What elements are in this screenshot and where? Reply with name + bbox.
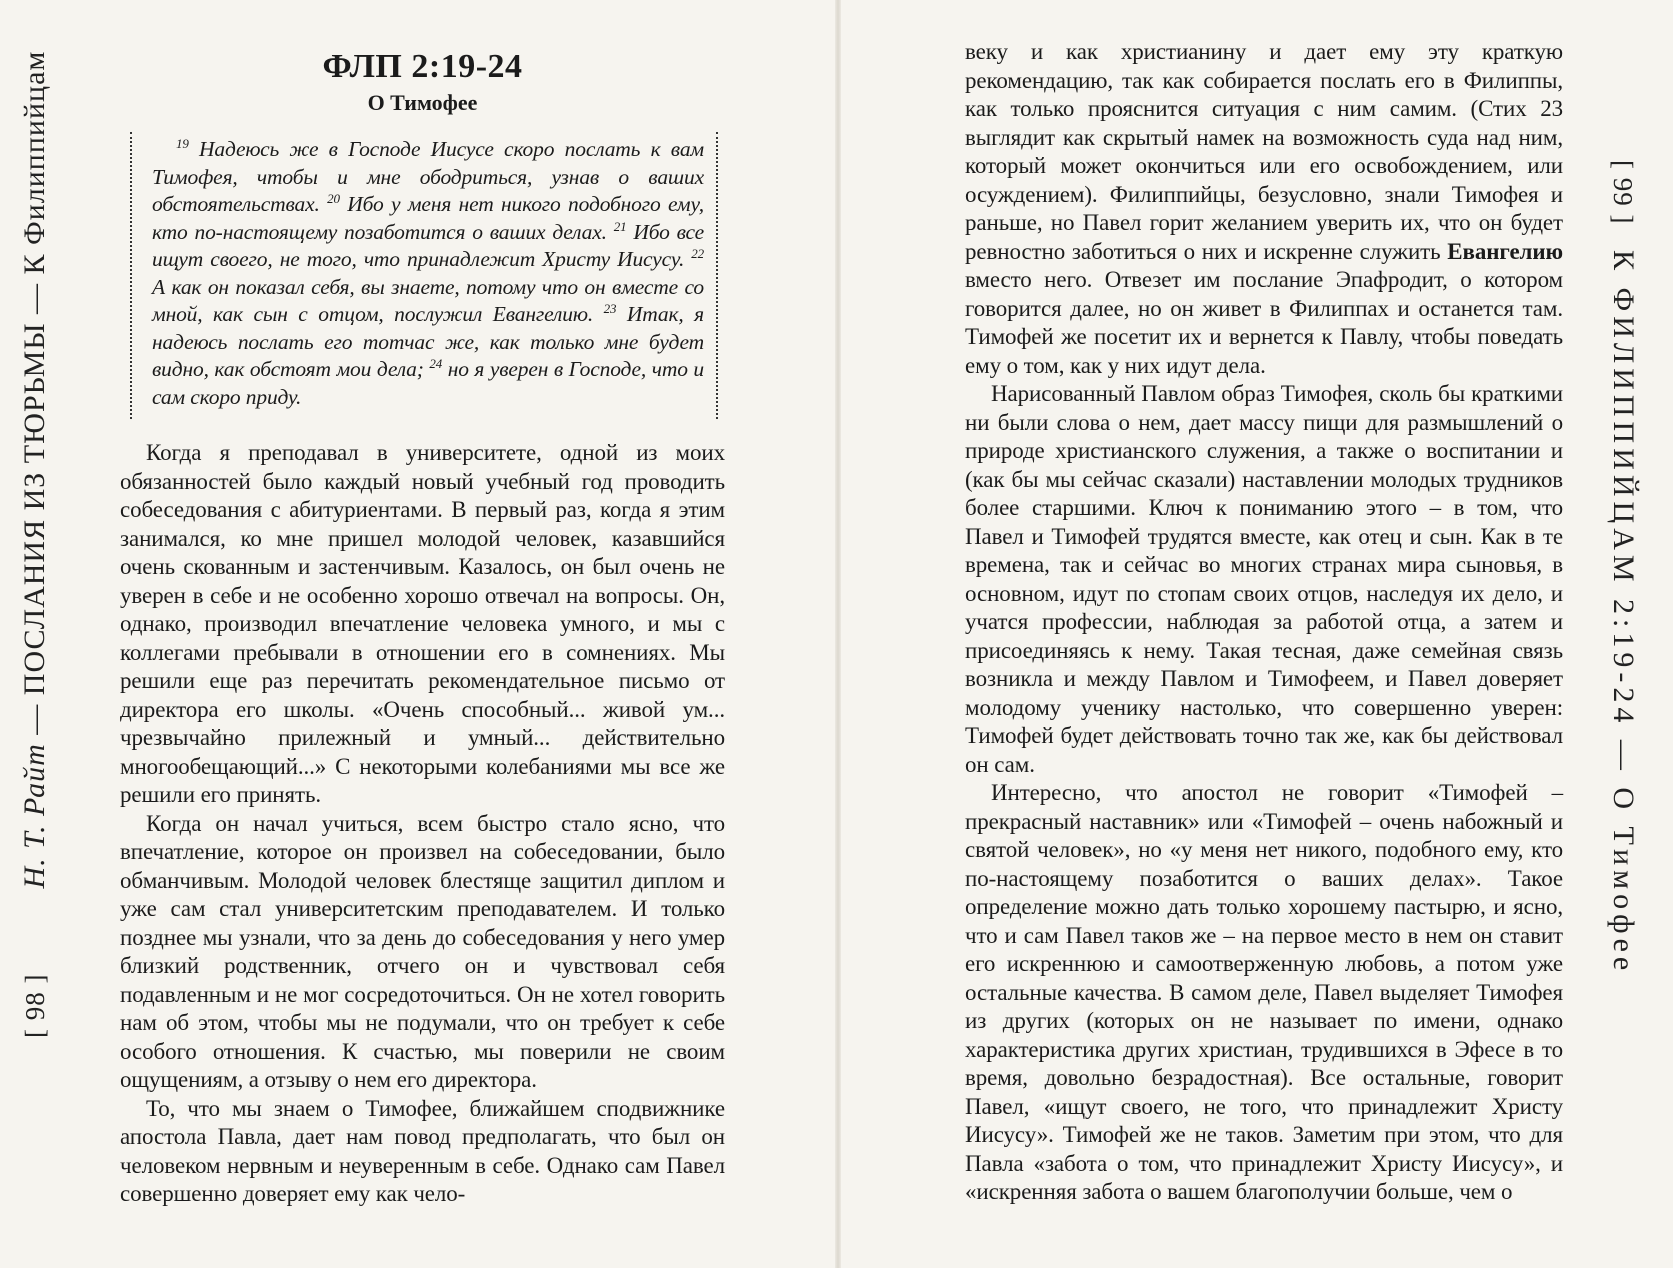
verse-number: 19 <box>176 135 189 151</box>
paragraph: Когда я преподавал в университете, одной из моих обязанностей было каждый новый учебный год проводить собеседования с абитуриентами. В первый раз, когда я этим занимался, ко мне пришел молодой человек, казавшийся очень скованным и застенчивым. Казалось, он был очень не уверен в себе и не особенно хорошо отвечал на вопросы. Он, однако, производил впечатление человека умного, и мы с коллегами пребывали в отношении его в сомнениях. Мы решили еще раз перечитать рекомендательное письмо от директора его школы. «Очень способный... живой ум... чрезвычайно прилежный и умный... действительно многообещающий...» С некоторыми колебаниями мы все же решили его принять. <box>120 440 725 807</box>
verse-text: Надеюсь же в Господе Иисусе скоро послать к вам Тимофея, чтобы и мне ободриться, узнав о ваших обстоятельствах. <box>152 137 704 216</box>
running-head-author: Н. Т. Райт <box>18 743 51 889</box>
verse-number: 23 <box>603 300 617 316</box>
running-head-book-title: — ПОСЛАНИЯ ИЗ ТЮРЬМЫ — К Филиппийцам <box>18 50 51 735</box>
verse-number: 20 <box>327 190 340 206</box>
running-head-chapter: К ФИЛИППИЙЦАМ 2:19-24 — О Тимофее <box>1607 249 1640 976</box>
paragraph: То, что мы знаем о Тимофее, ближайшем сподвижнике апостола Павла, дает нам повод предполагать, что был он человеком нервным и неуверенным в себе. Однако сам Павел совершенно доверяет ему как чело- <box>120 1095 725 1206</box>
verse-text: А как он показал себя, вы знаете, потому что он вместе со мной, как сын с отцом, послужил Евангелию. <box>152 274 704 326</box>
paragraph: Когда он начал учиться, всем быстро стало ясно, что впечатление, которое он произвел на собеседовании, было обманчивым. Молодой человек блестяще защитил диплом и уже сам стал университетским преподавателем. И только позднее мы узнали, что за день до собеседования у него умер близкий родственник, отчего он и чувствовал себя подавленным и не мог сосредоточиться. Он не хотел говорить нам об этом, чтобы мы не подумали, что он требует к себе особого отношения. К счастью, мы поверили не своим ощущениям, а отзыву о нем его директора. <box>120 810 725 1092</box>
verse-text: Ибо у меня нет никого подобного ему, кто по-настоящему позаботится о ваших делах. <box>152 192 705 244</box>
right-page-number: [ 99 ] <box>1608 160 1638 225</box>
right-running-head <box>1593 0 1653 1268</box>
paragraph: Нарисованный Павлом образ Тимофея, сколь бы краткими ни были слова о нем, дает массу пищи для размышлений о природе христианского служения, а также о воспитании и (как бы мы сейчас сказали) наставлении молодых трудников более старшими. Ключ к пониманию этого – в том, что Павел и Тимофей трудятся вместе, как отец и сын. Как в те времена, так и сейчас во многих странах мира сыновья, в основном, идут по стопам своих отцов, наследуя их дело, и учатся профессии, наблюдая за работой отца, а затем и присоединяясь к нему. Такая тесная, даже семейная связь возникла и между Павлом и Тимофеем, и Павел доверяет молодому ученику настолько, что совершенно уверен: Тимофей будет действовать точно так же, как бы действовал он сам. <box>965 381 1563 777</box>
right-body-text <box>965 38 1563 1207</box>
verse-number: 21 <box>613 218 627 234</box>
verse-text: Ибо все ищут своего, не того, что принадлежит Христу Иисусу. <box>152 219 704 271</box>
left-running-head <box>5 0 65 1268</box>
verse-text: Итак, я надеюсь послать его тотчас же, как только мне будет видно, как обстоят мои дела; <box>152 302 704 381</box>
book-gutter <box>835 0 841 1268</box>
verse-number: 24 <box>429 355 443 371</box>
left-page <box>120 46 725 1209</box>
section-heading: ФЛП 2:19-24 <box>322 48 523 85</box>
scripture-text <box>152 136 704 411</box>
continuation-text: веку и как христианину и дает ему эту краткую рекомендацию, так как собирается послать его в Филиппы, как только прояснится ситуация с ним самим. (Стих 23 выглядит как скрытый намек на возможность суда над ним, который может окончиться или его освобождением, или осуждением). Филиппийцы, безусловно, знали Тимофея и раньше, но Павел горит желанием уверить их, что он будет ревностно заботиться о них и искренне служить <box>965 39 1563 264</box>
continuation-text: вместо него. Отвезет им послание Эпафродит, о котором говорится далее, но он живет в Филиппах и останется там. Тимофей же посетит их и вернется к Павлу, чтобы поведать ему о том, как у них идут дела. <box>965 267 1563 378</box>
right-page <box>965 38 1563 1207</box>
paragraph-continuation <box>965 38 1563 380</box>
left-body-text <box>120 439 725 1209</box>
section-subheading: О Тимофее <box>367 90 478 115</box>
bold-term: Евангелию <box>1447 238 1563 264</box>
scripture-block <box>130 132 718 419</box>
verse-text: но я уверен в Господе, что и сам скоро приду. <box>152 357 704 409</box>
verse-number: 22 <box>691 245 704 261</box>
paragraph: Интересно, что апостол не говорит «Тимофей – прекрасный наставник» или «Тимофей – очень набожный и святой человек», но «у меня нет никого, подобного ему, кто по-настоящему позаботится о ваших делах». Такое определение можно дать только хорошему пастырю, и ясно, что и сам Павел таков же – на первое место в нем он ставит его искреннюю и самоотверженную любовь, а потом уже остальные качества. В самом деле, Павел выделяет Тимофея из других (которых он не называет по имени, однако характеристика других христиан, трудившихся в Эфесе в то время, довольно безрадостная). Все остальные, говорит Павел, «ищут своего, не того, что принадлежит Христу Иисусу». Тимофей же не таков. Заметим при этом, что для Павла «забота о том, что принадлежит Христу Иисусу», и «искренняя забота о вашем благополучии больше, чем о <box>965 780 1563 1204</box>
left-page-number: [ 98 ] <box>20 973 50 1038</box>
